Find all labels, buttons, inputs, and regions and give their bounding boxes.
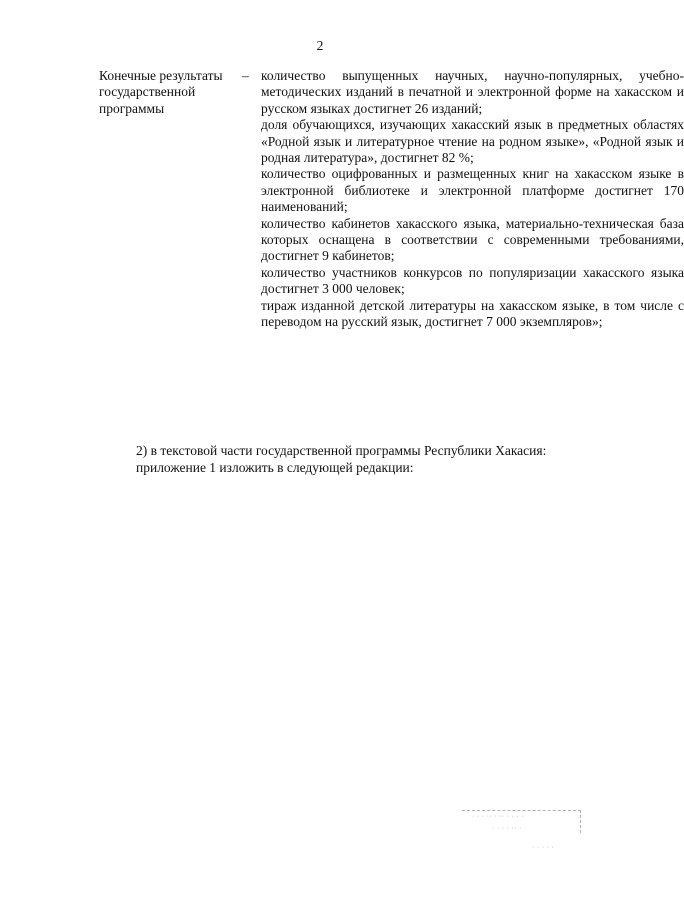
amendment-line-2: приложение 1 изложить в следующей редакции: <box>136 460 414 475</box>
amendment-line-1: 2) в текстовой части государственной программы Республики Хакасия: <box>136 443 547 458</box>
stamp-scribble-2: · · · · ·· · <box>492 825 522 832</box>
result-item-digitized-books: количество оцифрованных и размещенных книг на хакасском языке в электронной библиотеке и электронной платформе достигнет 170 наименований; <box>261 166 684 215</box>
result-item-children-books-circulation: тираж изданной детской литературы на хакасском языке, в том числе с переводом на русский язык, достигнет 7 000 экземпляров»; <box>261 297 684 330</box>
amendment-section <box>99 442 589 476</box>
final-results-label: Конечные результаты государственной программы <box>99 68 223 116</box>
label-dash: – <box>242 68 249 83</box>
final-results-list <box>261 68 684 331</box>
result-item-students-share: доля обучающихся, изучающих хакасский язык в предметных областях «Родной язык и литературное чтение на родном языке», «Родной язык и родная литература», достигнет 82 %; <box>261 117 684 166</box>
stamp-scribble-3: · · · · · <box>532 844 555 851</box>
faint-stamp <box>462 806 584 856</box>
result-item-contest-participants: количество участников конкурсов по популяризации хакасского языка достигнет 3 000 человек; <box>261 264 684 297</box>
page-number: 2 <box>316 38 324 53</box>
result-item-classrooms: количество кабинетов хакасского языка, материально-техническая база которых оснащена в соответствии с современными требованиями, достигнет 9 кабинетов; <box>261 215 684 264</box>
result-item-publications: количество выпущенных научных, научно-популярных, учебно-методических изданий в печатной и электронной форме на хакасском и русском языках достигнет 26 изданий; <box>261 68 684 116</box>
stamp-scribble-1: · · · ·· · ·· · · · · <box>472 813 524 820</box>
